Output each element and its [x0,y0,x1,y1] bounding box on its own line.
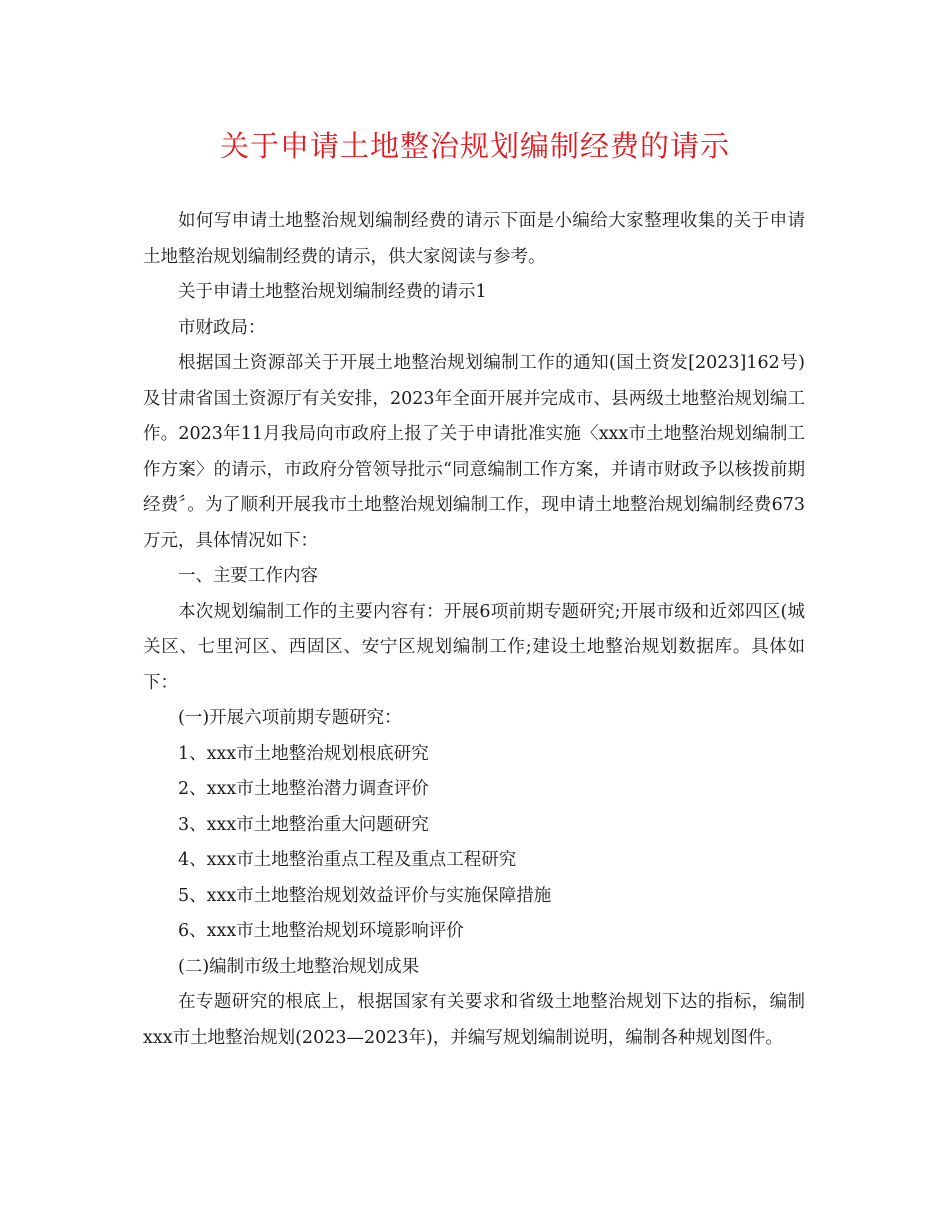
list-item: 6、xxx市土地整治规划环境影响评价 [178,921,464,941]
paragraph-addressee: 市财政局： [178,317,266,338]
list-item: 3、xxx市土地整治重大问题研究 [178,814,429,835]
subsection-heading-planning: (二)编制市级土地整治规划成果 [178,956,420,977]
section-heading-main-content: 一、主要工作内容 [178,566,318,586]
paragraph-planning: 在专题研究的根底上，根据国家有关要求和省级土地整治规划下达的指标，编制xxx市土地整治规划(2023—2023年)，并编写规划编制说明，编制各种规划图件。 [143,992,805,1048]
list-item: 2、xxx市土地整治潜力调查评价 [178,779,429,799]
document-title: 关于申请土地整治规划编制经费的请示 [219,129,730,163]
list-item: 5、xxx市土地整治规划效益评价与实施保障措施 [178,885,552,906]
paragraph-background: 根据国土资源部关于开展土地整治规划编制工作的通知(国土资发[2023]162号)及甘肃省国土资源厅有关安排，2023年全面开展并完成市、县两级土地整治规划编工作。2023年11月我局向市政府上报了关于申请批准实施〈xxx市土地整治规划编制工作方案〉的请示，市政府分管领导批示“同意编制工作方案，并请市财政予以核拨前期经费〞。为了顺利开展我市土地整治规划编制工作，现申请土地整治规划编制经费673万元，具体情况如下： [143,353,805,551]
paragraph-intro: 如何写申请土地整治规划编制经费的请示下面是小编给大家整理收集的关于申请土地整治规划编制经费的请示，供大家阅读与参考。 [143,211,805,267]
list-item: 1、xxx市土地整治规划根底研究 [178,743,429,764]
document-body [143,204,805,1056]
paragraph-main-content: 本次规划编制工作的主要内容有：开展6项前期专题研究;开展市级和近郊四区(城关区、七里河区、西固区、安宁区规划编制工作;建设土地整治规划数据库。具体如下： [143,601,805,693]
list-item: 4、xxx市土地整治重点工程及重点工程研究 [178,850,517,870]
paragraph-subtitle: 关于申请土地整治规划编制经费的请示1 [178,282,487,302]
subsection-heading-research: (一)开展六项前期专题研究： [178,708,402,728]
